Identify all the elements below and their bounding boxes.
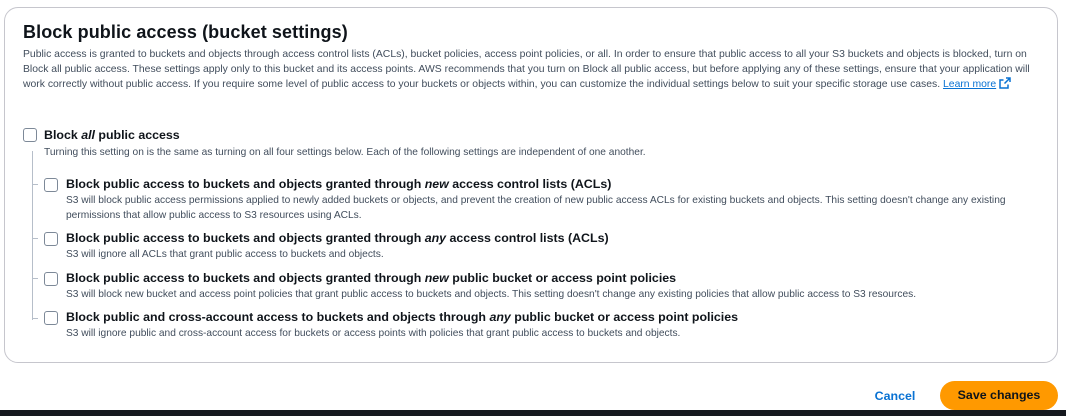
save-changes-button[interactable]: Save changes — [940, 381, 1058, 410]
option-new-policies-description: S3 will block new bucket and access point policies that grant public access to buckets and objects. This setting doesn't change any existing policies that allow public access to S3 resources. — [66, 289, 917, 300]
tree-branch — [32, 184, 38, 185]
option-any-policies-description: S3 will ignore public and cross-account access for buckets or access points with policies that grant public access to buckets and objects. — [66, 328, 681, 339]
tree-branch — [32, 278, 38, 279]
option-any-acls-label[interactable]: Block public access to buckets and objects granted through any access control lists (ACLs) — [66, 231, 609, 245]
external-link-icon[interactable] — [999, 77, 1011, 94]
option-new-policies-label[interactable]: Block public access to buckets and objects granted through new public bucket or access point policies — [66, 271, 677, 285]
block-all-checkbox[interactable] — [23, 128, 37, 142]
option-any-acls-checkbox[interactable] — [44, 232, 58, 246]
learn-more-link[interactable]: Learn more — [943, 79, 997, 90]
tree-branch — [32, 318, 38, 319]
option-any-acls-description: S3 will ignore all ACLs that grant public access to buckets and objects. — [66, 249, 384, 260]
option-any-policies-label[interactable]: Block public and cross-account access to buckets and objects through any public bucket or access point policies — [66, 310, 739, 324]
bottom-bar — [0, 410, 1066, 416]
section-description-text: Public access is granted to buckets and objects through access control lists (ACLs), bucket policies, access point policies, or all. In order to ensure that public access to all your S3 buckets and objects is blocked, turn on Block all public access. These settings apply only to this bucket and its access points. AWS recommends that you turn on Block all public access, but before applying any of these settings, ensure that your application will work correctly without public access. If you require some level of public access to your buckets or objects within, you can customize the individual settings below to suit your specific storage use cases. — [23, 49, 1030, 90]
tree-connector — [32, 151, 33, 320]
option-new-acls-label[interactable]: Block public access to buckets and objects granted through new access control lists (ACLs) — [66, 177, 612, 191]
tree-branch — [32, 238, 38, 239]
option-new-policies-checkbox[interactable] — [44, 272, 58, 286]
option-new-acls-checkbox[interactable] — [44, 178, 58, 192]
block-all-label[interactable]: Block all public access — [44, 128, 180, 142]
block-all-description: Turning this setting on is the same as turning on all four settings below. Each of the following settings are independent of one another. — [44, 147, 646, 158]
section-title: Block public access (bucket settings) — [23, 22, 348, 42]
option-any-policies-checkbox[interactable] — [44, 311, 58, 325]
option-new-acls-description: S3 will block public access permissions applied to newly added buckets or objects, and prevent the creation of new public access ACLs for existing buckets and objects. This setting doesn't change any existing permissions that allow public access to S3 resources using ACLs. — [66, 195, 1006, 221]
section-description — [23, 47, 1047, 94]
cancel-button[interactable]: Cancel — [874, 389, 916, 403]
